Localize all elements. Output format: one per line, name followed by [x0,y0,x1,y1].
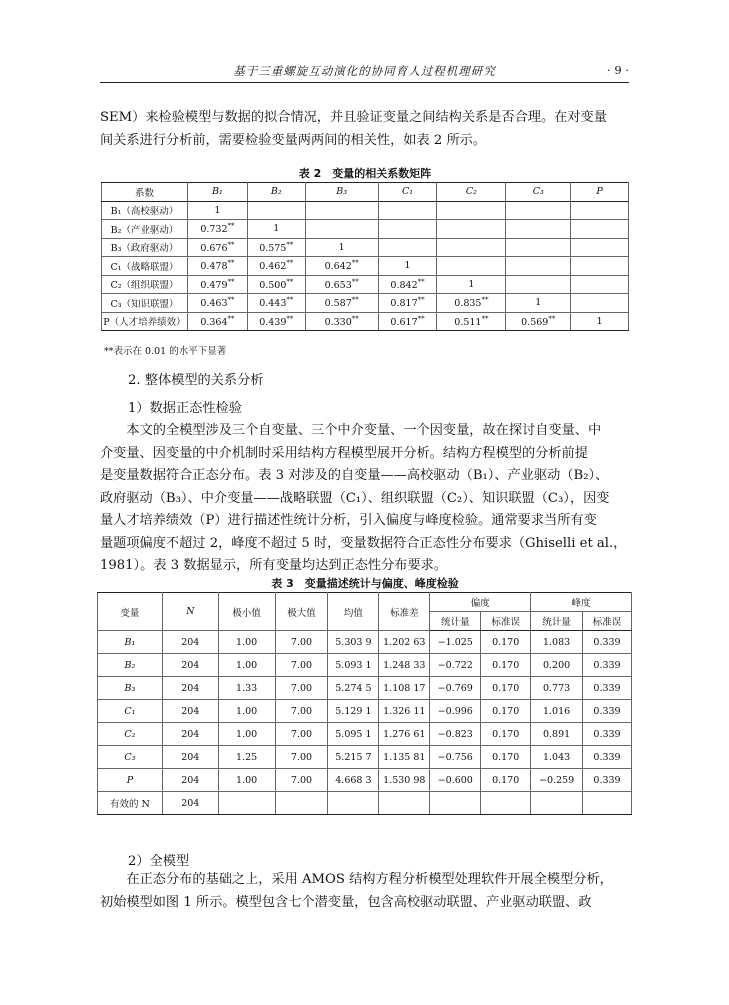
running-header [100,60,629,83]
table-row [102,312,629,331]
table-cell: 5.093 1 [328,654,379,677]
table-cell [571,257,629,276]
table3-header: 峰度 [531,593,632,612]
table-cell: 0.439** [247,312,305,331]
row-label: B₃ [98,677,163,700]
table-cell: −0.996 [430,700,481,723]
table-cell: 1.043 [531,746,583,769]
table-cell: 0.569** [506,312,571,331]
header-title: 基于三重螺旋互动演化的协同育人过程机理研究 [233,64,496,78]
table-cell [437,201,506,220]
table-cell [506,257,571,276]
table-cell: 1.00 [218,631,275,654]
table-cell [531,792,583,815]
table-cell: 0.842** [378,275,437,294]
page-number: · 9 · [607,63,629,77]
table-cell [571,294,629,313]
table2-header: P [571,183,629,202]
intro-paragraph [100,107,630,152]
table-row [98,792,632,815]
row-label: B₂（产业驱动） [102,220,188,239]
table3-header: 变量 [98,593,163,631]
table-cell: −0.600 [430,769,481,792]
table-cell: 204 [162,677,218,700]
table-cell: 7.00 [275,654,328,677]
intro-line: SEM）来检验模型与数据的拟合情况，并且验证变量之间结构关系是否合理。在对变量 [100,110,607,125]
table2-header: B₂ [247,183,305,202]
subsection-heading: 2）全模型 [128,854,190,869]
table3-subheader: 统计量 [430,612,481,631]
table-cell: 0.339 [583,631,632,654]
para-line: 量题项偏度不超过 2，峰度不超过 5 时，变量数据符合正态性分布要求（Ghiselli et al.， [100,535,627,551]
section-heading: 2. 整体模型的关系分析 [128,373,264,388]
full-model-paragraph [100,869,630,914]
table-cell: 0.339 [583,723,632,746]
table-cell: 7.00 [275,631,328,654]
table-cell: −0.722 [430,654,481,677]
table-cell [430,792,481,815]
descriptive-stats-table [97,592,632,815]
table-cell: 0.339 [583,677,632,700]
table3-header: 极小值 [218,593,275,631]
table-cell [218,792,275,815]
table-cell: −0.823 [430,723,481,746]
table3-header: 偏度 [430,593,531,612]
table3-caption: 表 3 变量描述统计与偏度、峰度检验 [271,577,459,590]
row-label: C₃ [98,746,163,769]
table3-header: N [162,593,218,631]
table-row [102,201,629,220]
table-cell: 0.773 [531,677,583,700]
table-cell [379,792,430,815]
row-label: B₂ [98,654,163,677]
para-line: 政府驱动（B₃）、中介变量——战略联盟（C₁）、组织联盟（C₂）、知识联盟（C₃），因变 [100,490,610,506]
table-cell: 204 [162,746,218,769]
table-cell: −0.259 [531,769,583,792]
table-row [102,220,629,239]
row-label: C₃（知识联盟） [102,294,188,313]
table-cell: 0.511** [437,312,506,331]
para-line: 在正态分布的基础之上，采用 AMOS 结构方程分析模型处理软件开展全模型分析， [126,872,613,887]
table-row [102,238,629,257]
para-line: 量人才培养绩效（P）进行描述性统计分析，引入偏度与峰度检验。通常要求当所有变 [100,513,597,528]
table3-subheader: 标准误 [583,612,632,631]
table-cell: 7.00 [275,769,328,792]
table-cell: 204 [162,654,218,677]
table3-subheader: 标准误 [481,612,531,631]
table-cell [328,792,379,815]
table2-header: 系数 [102,183,188,202]
row-label: C₁（战略联盟） [102,257,188,276]
table-cell: 5.215 7 [328,746,379,769]
subsection-heading: 1）数据正态性检验 [128,401,242,416]
table-row [98,700,632,723]
table-cell: 0.732** [187,220,247,239]
table-cell: 0.575** [247,238,305,257]
table-cell: −0.756 [430,746,481,769]
para-line: 本文的全模型涉及三个自变量、三个中介变量、一个因变量，故在探讨自变量、中 [126,423,602,438]
table-cell: 1.248 33 [379,654,430,677]
table-cell: 0.200 [531,654,583,677]
table-cell: 0.170 [481,631,531,654]
table-cell: 0.642** [305,257,378,276]
table-cell: 0.170 [481,700,531,723]
table-row [98,746,632,769]
table-cell: 1 [571,312,629,331]
table-cell: 0.170 [481,723,531,746]
table2-note: **表示在 0.01 的水平下显著 [104,346,227,357]
table-cell [378,238,437,257]
table-cell: 0.463** [187,294,247,313]
table-cell: 5.095 1 [328,723,379,746]
table-cell: 204 [162,723,218,746]
table-cell: 0.891 [531,723,583,746]
table3-header: 均值 [328,593,379,631]
para-line: 1981）。表 3 数据显示，所有变量均达到正态性分布要求。 [100,558,448,573]
table-cell [437,257,506,276]
table-cell [305,201,378,220]
table-cell: 1 [247,220,305,239]
table-cell: 0.339 [583,769,632,792]
table3-subheader: 统计量 [531,612,583,631]
table-cell: 1.00 [218,723,275,746]
table2-caption: 表 2 变量的相关系数矩阵 [298,167,432,180]
table-cell: 0.587** [305,294,378,313]
table-row [98,723,632,746]
table2-header: C₁ [378,183,437,202]
table2-header: B₁ [187,183,247,202]
table-cell [247,201,305,220]
table-cell: 0.462** [247,257,305,276]
table-cell [583,792,632,815]
table-cell [506,201,571,220]
row-label: C₁ [98,700,163,723]
table-cell: 1.135 81 [379,746,430,769]
table3-header: 标准差 [379,593,430,631]
para-line: 是变量数据符合正态分布。表 3 对涉及的自变量——高校驱动（B₁）、产业驱动（B₂）、 [100,468,609,483]
table-cell [305,220,378,239]
table-cell: 7.00 [275,746,328,769]
table-cell: 5.129 1 [328,700,379,723]
row-label: 有效的 N [98,792,163,815]
row-label: B₃（政府驱动） [102,238,188,257]
table-cell: 204 [162,700,218,723]
table-cell: 1 [378,257,437,276]
table2-body [102,201,629,331]
table-cell: 1.326 11 [379,700,430,723]
table-cell: 0.339 [583,654,632,677]
table-row [98,769,632,792]
table-row [102,275,629,294]
table-cell: 0.835** [437,294,506,313]
table3-header: 极大值 [275,593,328,631]
table-cell: 4.668 3 [328,769,379,792]
table-cell [571,220,629,239]
table-cell [437,220,506,239]
table-cell [571,201,629,220]
table-cell [571,238,629,257]
table-cell [378,220,437,239]
table-cell: 7.00 [275,723,328,746]
table-cell: 0.170 [481,769,531,792]
table-row [102,257,629,276]
table-cell: 1.016 [531,700,583,723]
table2-header: C₂ [437,183,506,202]
table-cell: 204 [162,631,218,654]
table3-body [98,631,632,815]
table3-header-row [98,593,632,612]
row-label: P（人才培养绩效） [102,312,188,331]
row-label: P [98,769,163,792]
para-line: 初始模型如图 1 所示。模型包含七个潜变量，包含高校驱动联盟、产业驱动联盟、政 [100,894,592,910]
table-cell: 5.274 5 [328,677,379,700]
table-cell: 0.653** [305,275,378,294]
table-cell: −1.025 [430,631,481,654]
table-cell [506,238,571,257]
table-cell: 1.083 [531,631,583,654]
table-cell: 0.500** [247,275,305,294]
table-cell: 0.479** [187,275,247,294]
table-cell: 1.202 63 [379,631,430,654]
row-label: B₁ [98,631,163,654]
table-cell: 1.276 61 [379,723,430,746]
table-row [98,631,632,654]
intro-line: 间关系进行分析前，需要检验变量两两间的相关性，如表 2 所示。 [100,132,487,148]
table-cell: 0.617** [378,312,437,331]
row-label: B₁（高校驱动） [102,201,188,220]
table-cell: 0.170 [481,654,531,677]
row-label: C₂（组织联盟） [102,275,188,294]
table-cell: 1 [305,238,378,257]
table-cell: 5.303 9 [328,631,379,654]
table-cell [506,275,571,294]
table-cell [481,792,531,815]
table-cell: 1.33 [218,677,275,700]
table-cell: 1.00 [218,769,275,792]
table-cell: 0.364** [187,312,247,331]
table-cell: 7.00 [275,700,328,723]
row-label: C₂ [98,723,163,746]
table-cell [506,220,571,239]
table2-header: C₃ [506,183,571,202]
table-cell: 204 [162,769,218,792]
table-cell: −0.769 [430,677,481,700]
table-cell: 1 [187,201,247,220]
normality-paragraph [100,420,630,578]
table-cell: 1 [437,275,506,294]
table-cell [571,275,629,294]
table-row [98,654,632,677]
table-cell: 0.170 [481,746,531,769]
table-cell: 0.330** [305,312,378,331]
table-cell: 1 [506,294,571,313]
table2-header-row [102,183,629,202]
table-cell [378,201,437,220]
table-cell: 1.108 17 [379,677,430,700]
para-line: 介变量、因变量的中介机制时采用结构方程模型展开分析。结构方程模型的分析前提 [100,445,588,461]
table-cell: 1.00 [218,700,275,723]
table-cell: 0.170 [481,677,531,700]
table-cell: 0.339 [583,700,632,723]
table-cell [437,238,506,257]
table-cell: 1.00 [218,654,275,677]
table-cell: 1.25 [218,746,275,769]
table-row [102,294,629,313]
table-cell: 0.817** [378,294,437,313]
table-cell: 7.00 [275,677,328,700]
table-cell: 0.676** [187,238,247,257]
table-cell: 0.443** [247,294,305,313]
table2-header: B₃ [305,183,378,202]
table-cell: 204 [162,792,218,815]
table-cell [275,792,328,815]
table-cell: 0.478** [187,257,247,276]
correlation-table [101,182,629,331]
table-cell: 0.339 [583,746,632,769]
table-cell: 1.530 98 [379,769,430,792]
table-row [98,677,632,700]
